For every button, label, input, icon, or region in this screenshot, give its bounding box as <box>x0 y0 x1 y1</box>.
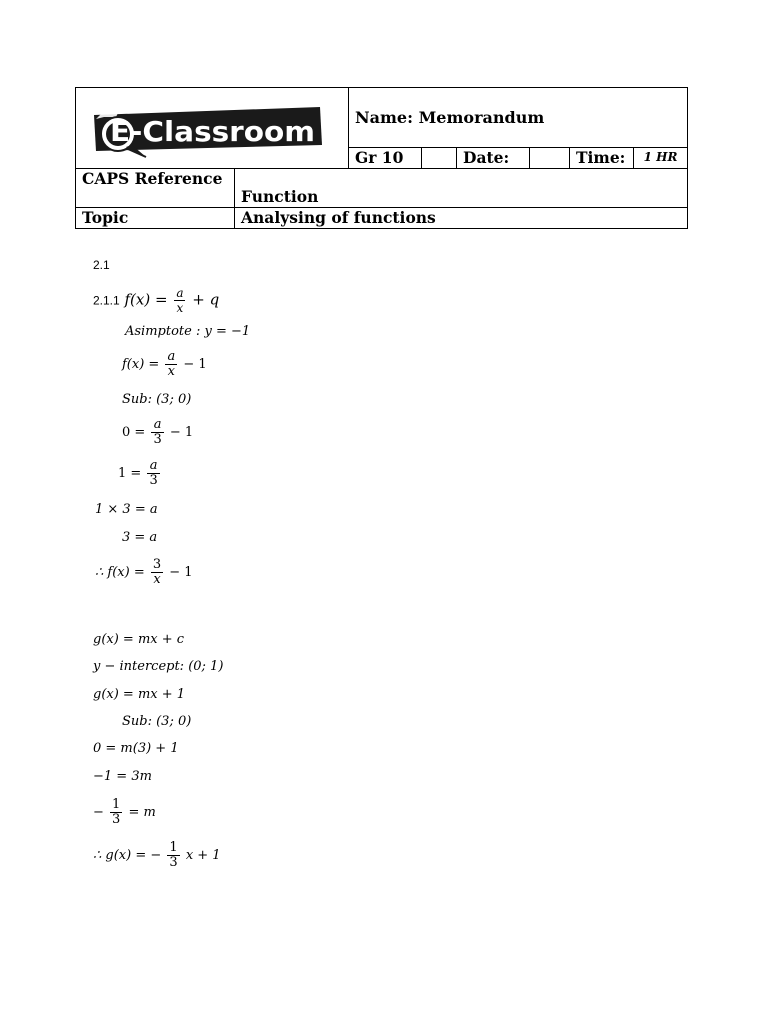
final-g-lhs: ∴ g(x) = − <box>93 848 162 863</box>
header-table <box>75 87 688 229</box>
final-f-rhs: − 1 <box>169 565 193 580</box>
eq1-rhs: − 1 <box>169 425 194 440</box>
fx-sub-line <box>122 350 207 379</box>
eq6-line: −1 = 3m <box>93 769 152 784</box>
eq2-lhs: 1 = <box>118 466 142 481</box>
gx-sub-line: g(x) = mx + 1 <box>93 687 186 702</box>
final-f-lhs: ∴ f(x) = <box>95 565 145 580</box>
eq3-line: 1 × 3 = a <box>95 502 158 517</box>
fx-sub-rhs: − 1 <box>183 357 207 372</box>
sub-point-1: Sub: (3; 0) <box>122 392 192 407</box>
section-number: 2.1 <box>93 258 110 272</box>
logo-cell <box>76 88 349 169</box>
final-g-den: 3 <box>169 855 178 870</box>
sub-point-2: Sub: (3; 0) <box>122 714 192 729</box>
eq7-den: 3 <box>112 812 121 827</box>
name-cell <box>349 88 688 148</box>
eq1-line <box>122 418 193 447</box>
final-f-num: 3 <box>152 557 162 572</box>
eq7-num: 1 <box>112 797 121 812</box>
fx-general-lhs: f(x) = <box>124 290 168 309</box>
eclassroom-logo <box>88 101 338 161</box>
fx-general-fraction <box>174 286 185 315</box>
logo-text: E-Classroom <box>110 115 315 148</box>
eq1-den: 3 <box>153 432 162 447</box>
topic-label-cell: Topic <box>76 208 235 229</box>
eq2-line <box>118 459 162 488</box>
date-label-cell: Date: <box>457 147 530 168</box>
eq7-rhs: = m <box>128 805 156 820</box>
topic-value-cell: Analysing of functions <box>235 208 688 229</box>
eq5-line: 0 = m(3) + 1 <box>93 741 179 756</box>
eq4-line: 3 = a <box>122 530 158 545</box>
final-f-line <box>95 558 193 587</box>
caps-label-cell: CAPS Reference <box>76 169 235 208</box>
fx-sub-lhs: f(x) = <box>122 357 160 372</box>
eq2-fraction <box>147 459 159 488</box>
eq1-lhs: 0 = <box>122 425 146 440</box>
asymptote-line: Asimptote : y = −1 <box>125 324 251 339</box>
subsection-number: 2.1.1 <box>93 293 120 308</box>
eq1-num: a <box>151 418 163 433</box>
date-value-cell <box>530 147 570 168</box>
fx-sub-fraction <box>165 350 177 379</box>
final-g-num: 1 <box>169 840 178 855</box>
fx-general-den: x <box>176 301 184 315</box>
eq2-den: 3 <box>149 473 158 488</box>
final-f-fraction <box>151 558 163 587</box>
eq7-fraction <box>110 798 122 827</box>
eq7-lhs: − <box>93 805 104 820</box>
fx-sub-num: a <box>167 349 176 364</box>
gx-general-line: g(x) = mx + c <box>93 632 185 647</box>
fx-general-line <box>93 286 219 315</box>
final-g-line <box>93 841 221 870</box>
grade-cell: Gr 10 <box>349 147 422 168</box>
final-g-fraction <box>167 841 179 870</box>
name-label: Name: <box>355 107 414 127</box>
grade-blank-cell <box>422 147 457 168</box>
y-intercept-line: y − intercept: (0; 1) <box>93 659 224 674</box>
final-f-den: x <box>153 572 161 587</box>
final-g-rhs: x + 1 <box>185 848 221 863</box>
caps-value-cell: Function <box>235 169 688 208</box>
eq1-fraction <box>151 418 163 447</box>
eq2-num: a <box>147 459 159 474</box>
fx-general-rhs: + q <box>192 290 220 309</box>
fx-general-num: a <box>176 286 184 300</box>
time-label-cell: Time: <box>570 147 634 168</box>
fx-sub-den: x <box>167 364 175 379</box>
time-value-cell: 1 HR <box>634 147 688 168</box>
name-value: Memorandum <box>418 107 545 127</box>
eq7-line <box>93 798 156 827</box>
